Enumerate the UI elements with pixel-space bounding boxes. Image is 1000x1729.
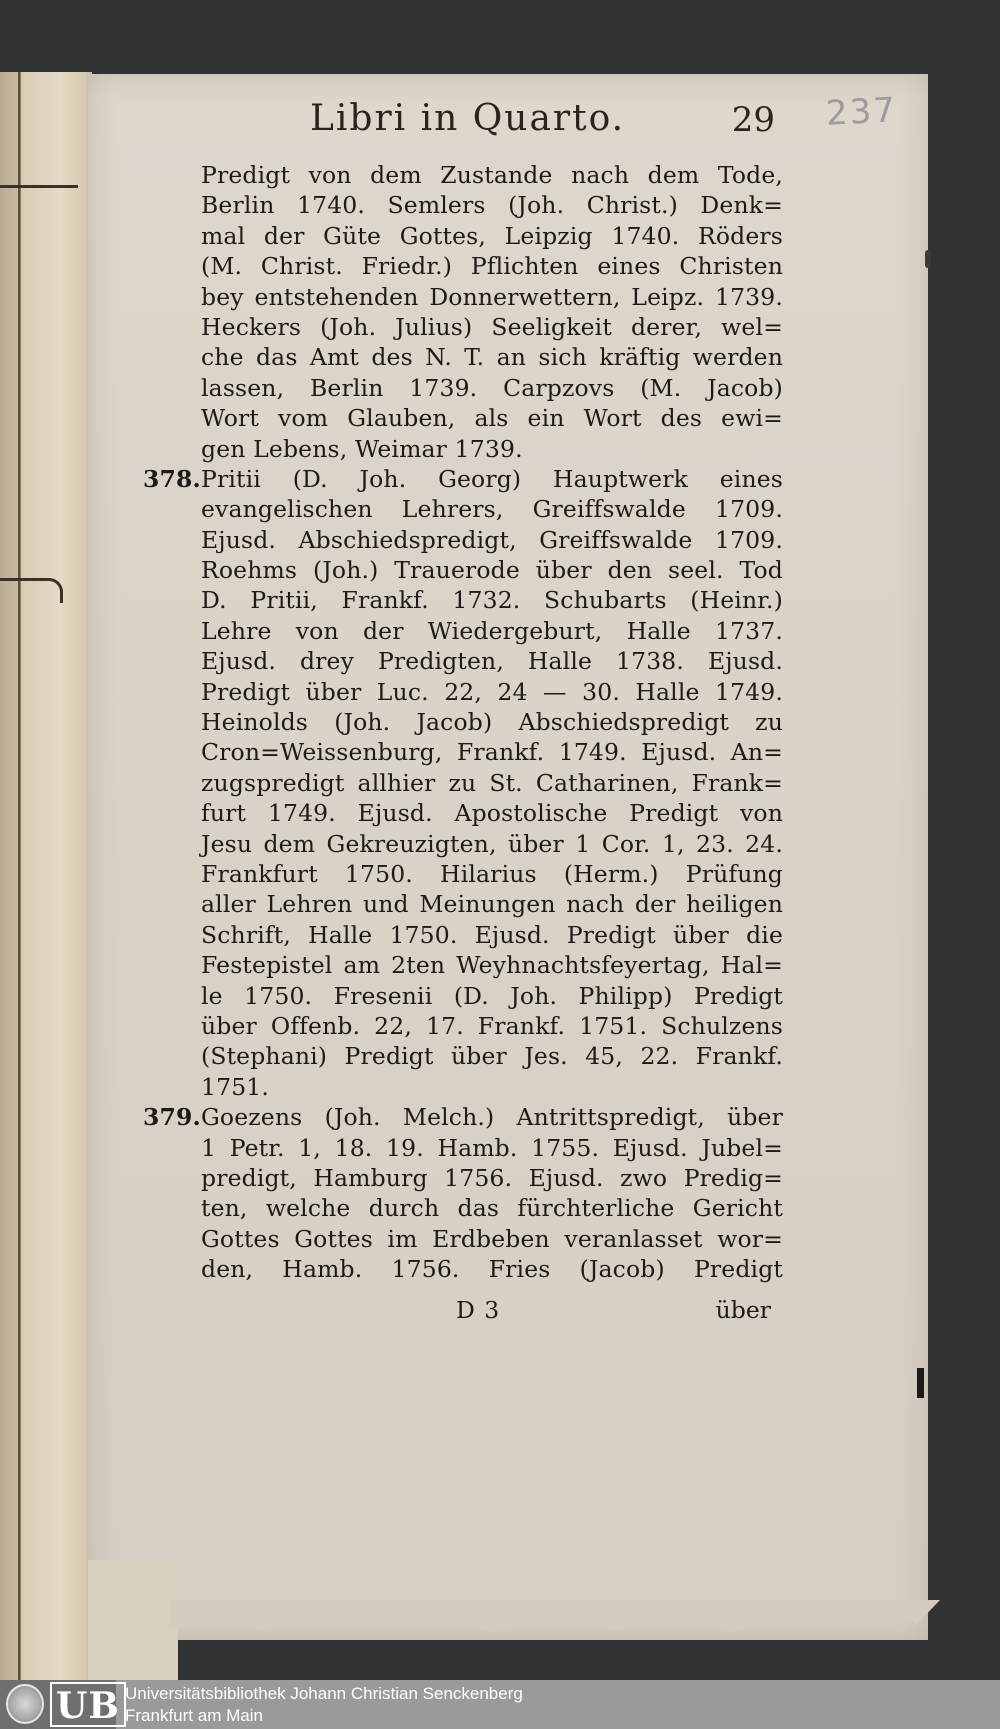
text-line xyxy=(143,1133,783,1163)
text-line xyxy=(143,160,783,190)
page-lower-strip xyxy=(88,1560,178,1680)
line-text: Ejusd. Abschiedspredigt, Greiffswalde 1709. xyxy=(201,525,783,554)
text-line xyxy=(143,616,783,646)
text-line xyxy=(143,829,783,859)
text-line xyxy=(143,768,783,798)
text-line xyxy=(143,1072,783,1102)
text-line xyxy=(143,707,783,737)
library-logo[interactable] xyxy=(0,1680,120,1729)
line-text: gen Lebens, Weimar 1739. xyxy=(201,434,523,463)
text-line xyxy=(143,1254,783,1284)
text-line xyxy=(143,585,783,615)
line-text: (Stephani) Predigt über Jes. 45, 22. Frankf. xyxy=(201,1042,783,1071)
facing-page-rule xyxy=(18,72,20,1680)
line-text: (M. Christ. Friedr.) Pflichten eines Christen xyxy=(201,252,783,281)
line-text: Roehms (Joh.) Trauerode über den seel. Tod xyxy=(201,556,783,585)
text-line xyxy=(143,282,783,312)
library-name: Universitätsbibliothek Johann Christian Senckenberg xyxy=(125,1684,523,1703)
line-text: 1751. xyxy=(201,1072,270,1101)
line-text: Schrift, Halle 1750. Ejusd. Predigt über die xyxy=(201,920,783,949)
text-line xyxy=(143,1011,783,1041)
facing-page-margin xyxy=(20,72,87,1680)
text-line xyxy=(143,798,783,828)
line-text: Cron=Weissenburg, Frankf. 1749. Ejusd. An= xyxy=(201,738,783,767)
signature-mark: D 3 xyxy=(456,1296,501,1324)
line-text: che das Amt des N. T. an sich kräftig werden xyxy=(201,343,783,372)
line-text: Lehre von der Wiedergeburt, Halle 1737. xyxy=(201,616,783,645)
line-text: über Offenb. 22, 17. Frankf. 1751. Schulzens xyxy=(201,1011,783,1040)
seal-icon xyxy=(6,1684,44,1724)
line-text: aller Lehren und Meinungen nach der heiligen xyxy=(201,890,783,919)
facing-page-ink-stroke xyxy=(0,185,78,188)
line-text: Heinolds (Joh. Jacob) Abschiedspredigt zu xyxy=(201,708,783,737)
text-line xyxy=(143,190,783,220)
ub-logo-text: UB xyxy=(50,1682,126,1727)
text-line xyxy=(143,859,783,889)
line-text: lassen, Berlin 1739. Carpzovs (M. Jacob) xyxy=(201,373,783,402)
footer-bar xyxy=(0,1680,1000,1729)
text-line xyxy=(143,677,783,707)
line-text: le 1750. Fresenii (D. Joh. Philipp) Predigt xyxy=(201,981,783,1010)
line-text: Festepistel am 2ten Weyhnachtsfeyertag, Hal= xyxy=(201,951,783,980)
text-line xyxy=(143,1163,783,1193)
text-line xyxy=(143,889,783,919)
line-text: den, Hamb. 1756. Fries (Jacob) Predigt xyxy=(201,1255,783,1284)
text-line xyxy=(143,434,783,464)
line-text: furt 1749. Ejusd. Apostolische Predigt von xyxy=(201,799,783,828)
line-text: Goezens (Joh. Melch.) Antrittspredigt, über xyxy=(201,1103,783,1132)
text-line xyxy=(143,251,783,281)
text-line xyxy=(143,1041,783,1071)
text-line xyxy=(143,221,783,251)
text-line xyxy=(143,342,783,372)
text-line xyxy=(143,403,783,433)
text-line xyxy=(143,981,783,1011)
line-text: Predigt über Luc. 22, 24 — 30. Halle 1749. xyxy=(201,677,783,706)
line-text: mal der Güte Gottes, Leipzig 1740. Röders xyxy=(201,221,783,250)
page-number: 29 xyxy=(731,100,775,140)
catchword: über xyxy=(715,1296,771,1324)
line-text: bey entstehenden Donnerwettern, Leipz. 1739. xyxy=(201,282,783,311)
text-line xyxy=(143,464,783,494)
handwritten-folio-number: 237 xyxy=(825,90,898,134)
text-line xyxy=(143,1102,783,1132)
text-line xyxy=(143,525,783,555)
text-line xyxy=(143,312,783,342)
page-edge-spot xyxy=(925,250,931,268)
line-text: D. Pritii, Frankf. 1732. Schubarts (Heinr.) xyxy=(201,586,783,615)
text-line xyxy=(143,737,783,767)
page-header xyxy=(200,98,780,148)
line-text: Gottes Gottes im Erdbeben veranlasset wor= xyxy=(201,1224,783,1253)
line-text: Pritii (D. Joh. Georg) Hauptwerk eines xyxy=(201,464,783,493)
text-line xyxy=(143,950,783,980)
text-line xyxy=(143,920,783,950)
facing-page-ink-curve xyxy=(0,578,63,603)
line-text: Berlin 1740. Semlers (Joh. Christ.) Denk= xyxy=(201,191,783,220)
line-text: ten, welche durch das fürchterliche Gericht xyxy=(201,1194,783,1223)
line-text: Jesu dem Gekreuzigten, über 1 Cor. 1, 23. 24. xyxy=(201,829,783,858)
line-text: Ejusd. drey Predigten, Halle 1738. Ejusd. xyxy=(201,647,783,676)
line-text: Predigt von dem Zustande nach dem Tode, xyxy=(201,161,783,189)
entry-number: 379. xyxy=(143,1103,201,1132)
line-text: zugspredigt allhier zu St. Catharinen, Frank= xyxy=(201,768,783,797)
text-line xyxy=(143,646,783,676)
entry-number: 378. xyxy=(143,464,201,493)
line-text: 1 Petr. 1, 18. 19. Hamb. 1755. Ejusd. Jubel= xyxy=(201,1133,783,1162)
line-text: evangelischen Lehrers, Greiffswalde 1709. xyxy=(201,495,783,524)
line-text: predigt, Hamburg 1756. Ejusd. zwo Predig= xyxy=(201,1163,783,1192)
line-text: Heckers (Joh. Julius) Seeligkeit derer, wel= xyxy=(201,312,783,341)
library-city: Frankfurt am Main xyxy=(125,1706,263,1725)
running-title: Libri in Quarto. xyxy=(310,98,626,139)
line-text: Frankfurt 1750. Hilarius (Herm.) Prüfung xyxy=(201,859,783,888)
text-line xyxy=(143,555,783,585)
text-line xyxy=(143,1193,783,1223)
text-line xyxy=(143,373,783,403)
page-edge-mark xyxy=(917,1368,924,1398)
catchword-line xyxy=(201,1296,771,1328)
line-text: Wort vom Glauben, als ein Wort des ewi= xyxy=(201,404,783,433)
text-line xyxy=(143,494,783,524)
body-text xyxy=(143,160,783,1284)
text-line xyxy=(143,1224,783,1254)
